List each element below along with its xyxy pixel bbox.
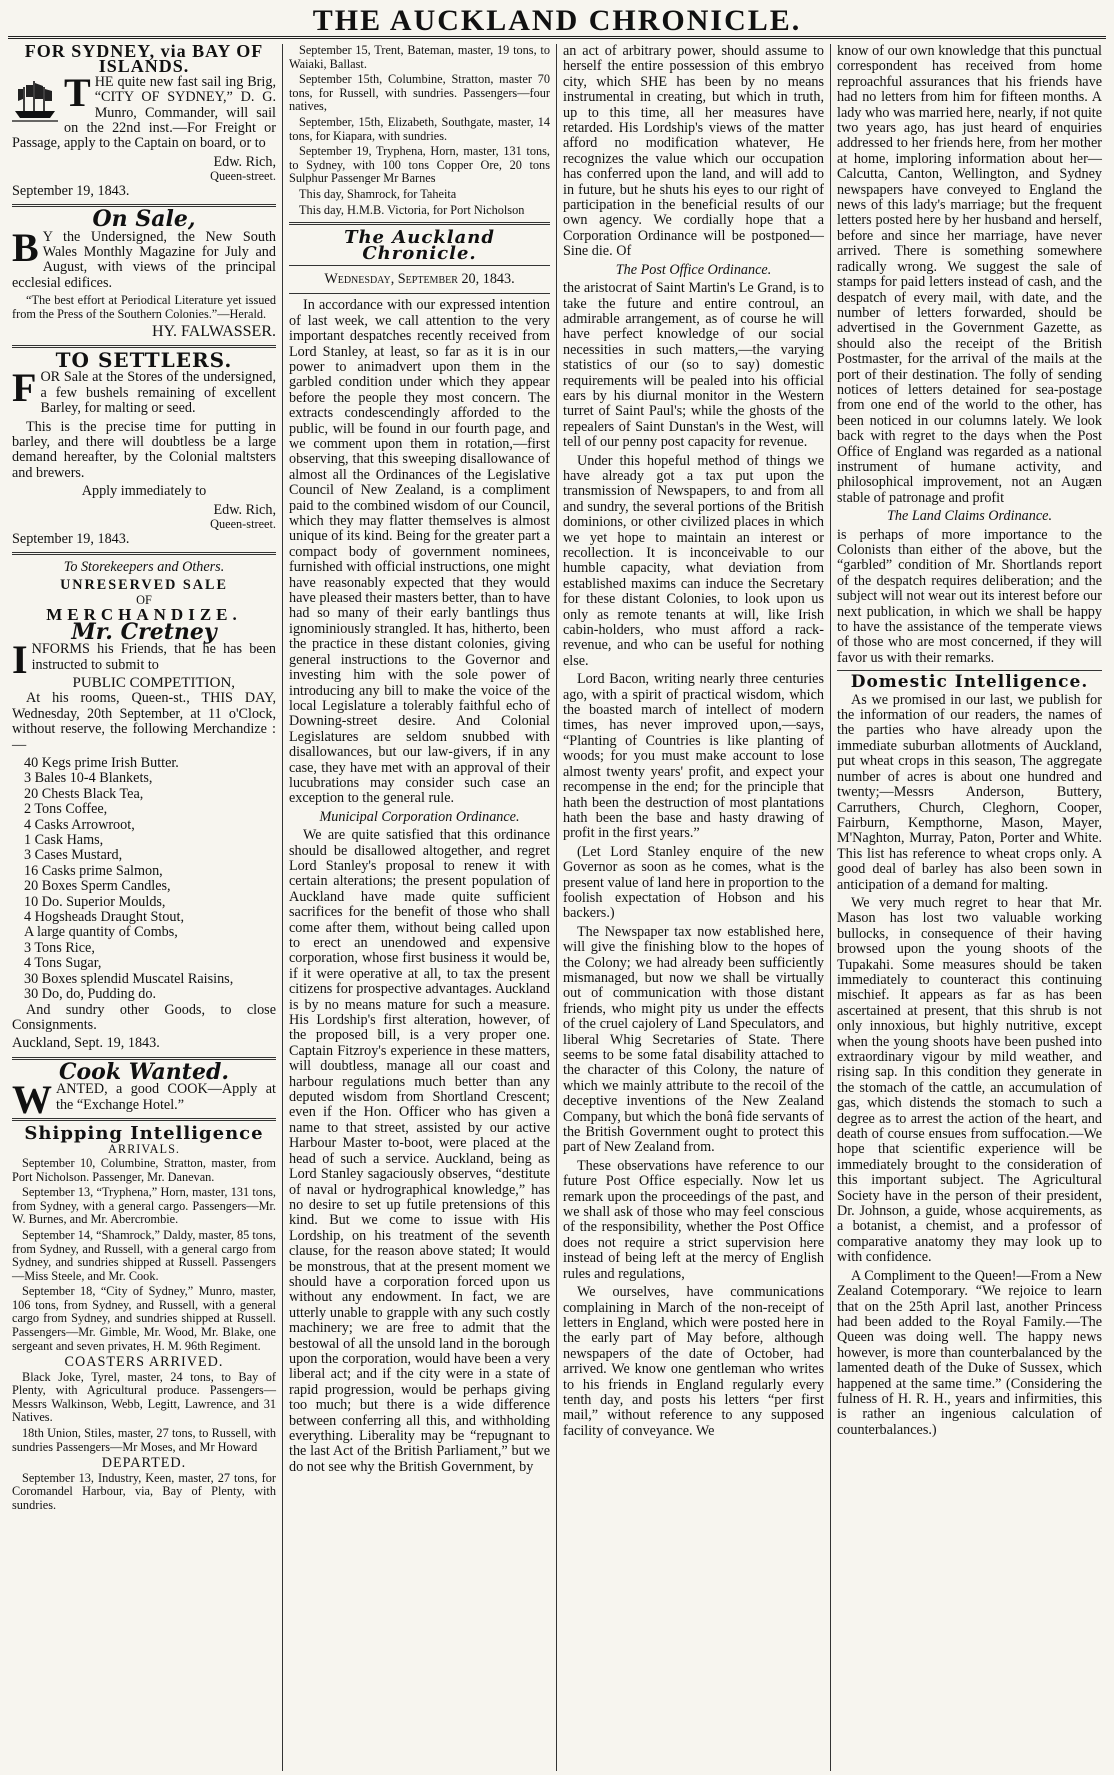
list-item: Black Joke, Tyrel, master, 24 tons, to Bay of Plenty, with Agricultural produce. Passengers—Messrs Walkinson, Webb, Legitt, Lawrence, and 31 Natives. bbox=[12, 1369, 276, 1425]
list-item: 3 Tons Rice, bbox=[24, 939, 95, 956]
list-item: This day, H.M.B. Victoria, for Port Nicholson bbox=[299, 202, 525, 217]
merchandize-list bbox=[12, 756, 276, 1003]
list-item: September 14, “Shamrock,” Daldy, master, 85 tons, from Sydney, and Russell, with a general cargo from Sydney, and sundries shipped at Russell. Passengers—Miss Steele, and Mr. Cook. bbox=[12, 1227, 276, 1283]
settlers-address: Queen-street. bbox=[210, 516, 276, 531]
list-item: September 15th, Columbine, Stratton, master 70 tons, for Russell, with sundries. Passengers—four natives, bbox=[289, 72, 550, 114]
list-item: 4 Hogsheads Draught Stout, bbox=[24, 909, 184, 926]
settlers-ad: FOR Sale at the Stores of the undersigned, a few bushels remaining of excellent Barley, for malting or seed. bbox=[12, 365, 276, 417]
auctioneer-name: Mr. Cretney bbox=[71, 618, 217, 645]
sailing-ship-icon bbox=[12, 77, 58, 123]
separator bbox=[837, 670, 1102, 671]
column-3 bbox=[557, 44, 831, 1771]
drop-cap-i: I bbox=[12, 637, 28, 683]
list-item: 3 Bales 10-4 Blankets, bbox=[24, 770, 153, 787]
list-item: 20 Boxes Sperm Candles, bbox=[24, 878, 171, 895]
drop-cap-b: B bbox=[12, 224, 39, 270]
editorial-paragraph: We are quite satisfied that this ordinance should be disallowed altogether, and regret Lord Stanley's proposal to renew it with certain alterations; the present population of Auckland have made quite sufficient sacrifices for the benefit of those who shall come after them, without being called upon to erect an unendowed and expensive corporation, whose first business it would be, if it were operative at all, to tax the present citizens for prospective advantages. Auckland is by no means mature for such a measure. His Lordship's first alteration, however, of the proposed bill, is a very proper one. Captain Fitzroy's experience in these matters, will doubtless, manage all our coast and harbour regulations much better than any deputed wisdom from Shortland Crescent; even if the Hon. Officer who has given a name to that street, assisted by our active Harbour Master to-boot, were placed at the head of such a service. Auckland, being as Lord Stanley sagaciously observes, “destitute of naval or hydrographical knowledge,” has no desire to set up futile pretensions of this kind. But we come to issue with His Lordship, on his treatment of the seventh clause, for the reason above stated; It would be monstrous, that at the present moment we should have a corporation forced upon us without any endowment. In fact, we are utterly unable to grapple with any such costly machinery; we are free to admit that the bestowal of all the unsold land in the borough upon the corporation, would have been a very liberal act; and if the city were in a state of rapid progression, would be perhaps giving too much; but there is a wide difference between conferring all this, and withholding everything. Liberality may be “repugnant to the last Act of the British Parliament,” but we do not see why the British Government, by bbox=[289, 827, 550, 1475]
settlers-heading: TO SETTLERS. bbox=[55, 347, 233, 372]
sydney-ad-signer: Edw. Rich, bbox=[213, 153, 276, 170]
editorial-title: The Auckland Chronicle. bbox=[344, 227, 495, 264]
on-sale-ad: B Y the Undersigned, the New South Wales Monthly Magazine for July and August, with views of the principal ecclesial edifices. bbox=[12, 224, 276, 291]
list-item: September 18, “City of Sydney,” Munro, master, 106 tons, from Sydney, and Russell, with a general cargo from Sydney, and sundries shipped at Russell. Passengers—Mr. Gimble, Mr. Wood, Mr. Blake, one sergeant and seven privates, H. M. 96th Regiment. bbox=[12, 1284, 276, 1353]
domestic-intelligence-heading: Domestic Intelligence. bbox=[850, 672, 1089, 693]
list-item: 4 Casks Arrowroot, bbox=[24, 816, 135, 833]
auction-date: Auckland, Sept. 19, 1843. bbox=[12, 1035, 160, 1052]
separator bbox=[289, 222, 550, 225]
list-item: 18th Union, Stiles, master, 27 tons, to Russell, with sundries Passengers—Mr Moses, and Mr Howard bbox=[12, 1426, 276, 1454]
editorial-paragraph: the aristocrat of Saint Martin's Le Grand, is to take the future and entire controul, an admirable arrangement, as of course he will have perfect knowledge of our social necessities in such matters,—the varying statistics of our (so to say) domestic requirements will be pealed into his official ears by his diurnal monitor in the Western turret of Saint Paul's; while the ghosts of the repealers of Saint Dunstan's in the West, will tell of our penny post capacity for revenue. bbox=[563, 280, 824, 451]
auction-closing: And sundry other Goods, to close Consignments. bbox=[12, 1001, 276, 1033]
sydney-ad: THE quite new fast sail ing Brig, “CITY OF SYDNEY,” D. G. Munro, Commander, will sail on the 22nd inst.—For Freight or Passage, apply to the Captain on board, or to bbox=[12, 69, 276, 152]
list-item: 1 Cask Hams, bbox=[24, 832, 104, 849]
sydney-ad-heading: FOR SYDNEY, via BAY OF ISLANDS. bbox=[24, 44, 264, 77]
editorial-paragraph: Lord Bacon, writing nearly three centuries ago, with a spirit of practical wisdom, which the boasted march of intellect of modern times, has never improved upon,—says, “Planting of Countries is like planting of woods; for you must make account to lose almost twenty years' profit, and expect your recompense in the end; for the principle that hath been the destruction of most plantations hath been the base and hasty drawing of profit in the first years.” bbox=[563, 671, 824, 842]
auction-intro: INFORMS his Friends, that he has been instructed to submit to bbox=[12, 637, 276, 683]
section-heading: The Post Office Ordinance. bbox=[615, 261, 772, 278]
news-paragraph: We very much regret to hear that Mr. Mason has lost two valuable working bullocks, in consequence of their having browsed upon the young shoots of the Tupakahi. Some measures should be taken immediately to counteract this continuing mischief. It appears as far as has been ascertained at present, that this shrub is not only innoxious, but highly nutritive, except when the young shoots have been pushed into extraordinary vigour by mild weather, and rising sap. In this condition they generate in the stomach of the cattle, an accumulation of gas, which distends the stomach to such a degree as to arrest the action of the heart, and death of course ensues from suffocation.—We hope that scientific experience will be immediately brought to the consideration of this important subject. The Agricultural Society have in the person of their president, Dr. Johnson, a guide, whose acquirements, as a botanist, a chemist, and a professor of comparative anatomy they may look up to with confidence. bbox=[837, 894, 1102, 1266]
columns bbox=[6, 44, 1108, 1771]
on-sale-heading: On Sale, bbox=[92, 206, 196, 233]
editorial-paragraph: (Let Lord Stanley enquire of the new Governor as soon as he comes, what is the present value of land here in proportion to the foolish expectation of Hobson and his backers.) bbox=[563, 843, 824, 922]
cook-wanted-ad: WANTED, a good COOK—Apply at the “Exchange Hotel.” bbox=[12, 1077, 276, 1123]
auction-details: At his rooms, Queen-st., THIS DAY, Wednesday, 20th September, at 11 o'Clock, without reserve, the following Merchandize :— bbox=[12, 690, 276, 753]
list-item: September, 15th, Elizabeth, Southgate, master, 14 tons, for Kiapara, with sundries. bbox=[289, 114, 550, 143]
editorial-paragraph: Under this hopeful method of things we have already got a tax put upon the transmission of Newspapers, to and from all and sundry, the several portions of the British dominions, or other civilized places in which we yet hope to maintain an interest or recollection. It is inconceivable to our humble capacity, what deviation from established maxims can induce the Secretary for these distant Colonies, to look upon us only as remote tenants at will, like Irish cabin-holders, who must afford a rack-revenue, and who can be useful for nothing else. bbox=[563, 452, 824, 669]
list-item: A large quantity of Combs, bbox=[24, 924, 178, 941]
list-item: 16 Casks prime Salmon, bbox=[24, 862, 163, 879]
drop-cap-t: T bbox=[64, 69, 91, 115]
list-item: This day, Shamrock, for Taheita bbox=[299, 186, 457, 201]
separator bbox=[289, 293, 550, 294]
settlers-apply: Apply immediately to bbox=[81, 483, 207, 500]
section-heading: Municipal Corporation Ordinance. bbox=[319, 808, 520, 825]
departed-list-continued bbox=[289, 44, 550, 217]
settlers-date: September 19, 1843. bbox=[12, 530, 130, 547]
settlers-ad-2: This is the precise time for putting in barley, and there will doubtless be a large demand hereafter, by the Colonial maltsters and brewers. bbox=[12, 418, 276, 481]
settlers-signer: Edw. Rich, bbox=[213, 501, 276, 518]
unreserved-sale: UNRESERVED SALE bbox=[60, 577, 228, 594]
sydney-ad-address: Queen-street. bbox=[210, 169, 276, 184]
list-item: 2 Tons Coffee, bbox=[24, 801, 108, 818]
section-heading: The Land Claims Ordinance. bbox=[887, 508, 1052, 525]
cook-wanted-heading: Cook Wanted. bbox=[58, 1058, 229, 1085]
list-item: 40 Kegs prime Irish Butter. bbox=[24, 755, 179, 771]
departed-list bbox=[12, 1472, 276, 1513]
shipping-intelligence-heading: Shipping Intelligence bbox=[24, 1122, 264, 1144]
editorial-paragraph: The Newspaper tax now established here, will give the finishing blow to the hopes of the Colony; we had already been sufficiently mismanaged, but now we shall be virtually out of communication with those distant friends, who might pity us under the effects of the cruel cajolery of Land Speculators, and liberal Whig Secretaries of State. There seems to be some fatal disability attached to the character of this Colony, the nature of which we mainly attribute to the recoil of the deceptive inventions of the New Zealand Company, but which the bonâ fide servants of the British Government ought to protect this part of New Zealand from. bbox=[563, 923, 824, 1156]
public-competition: PUBLIC COMPETITION, bbox=[72, 674, 236, 691]
list-item: September 15, Trent, Bateman, master, 19 tons, to Waiaki, Ballast. bbox=[289, 44, 550, 71]
list-item: 4 Tons Sugar, bbox=[24, 955, 102, 972]
coasters-list bbox=[12, 1371, 276, 1455]
column-1 bbox=[6, 44, 283, 1771]
sydney-ad-date: September 19, 1843. bbox=[12, 182, 130, 199]
departed-heading: DEPARTED. bbox=[101, 1455, 187, 1472]
list-item: September 19, Tryphena, Horn, master, 131 tons, to Sydney, with 100 tons Copper Ore, 20 tons Sulphur Passenger Mr Barnes bbox=[289, 144, 550, 186]
editorial-paragraph: an act of arbitrary power, should assume to herself the entire possession of this embryo city, which SHE has been by no means instrumental in creating, but which in truth, up to this time, all her measures have retarded. His Lordship's views of the matter afford no modification whatever, He recognizes the value which our occupation has conferred upon the land, and will add to in future, but he shuts his eyes to our right of participation in the beneficial results of our own agency. We cordially hope that a Corporation Ordinance will be postponed—Sine die. Of bbox=[563, 44, 824, 260]
on-sale-signer: HY. FALWASSER. bbox=[151, 323, 276, 341]
list-item: 30 Do, do, Pudding do. bbox=[24, 986, 157, 1003]
list-item: September 13, “Tryphena,” Horn, master, 131 tons, from Sydney, with a general cargo. Passengers—Mr. W. Burnes, and Mr. Abercrombie. bbox=[12, 1185, 276, 1227]
editorial-date: Wednesday, September 20, 1843. bbox=[324, 270, 515, 287]
arrivals-heading: ARRIVALS. bbox=[108, 1142, 180, 1157]
column-4 bbox=[831, 44, 1108, 1771]
masthead: THE AUCKLAND CHRONICLE. bbox=[312, 4, 802, 37]
editorial-paragraph: These observations have reference to our future Post Office especially. Now let us remark upon the proceedings of the past, and we shall ask of those who may feel conscious of the responsibility, whether the Post Office does not require a strict supervision here instead of being left at the mercy of English rules and regulations, bbox=[563, 1157, 824, 1282]
news-paragraph: A Compliment to the Queen!—From a New Zealand Cotemporary. “We rejoice to learn that on the 25th April last, another Princess had been added to the Royal Family.—The Queen was doing well. The happy news however, is more than counterbalanced by the lamented death of the Duke of Sussex, which happened at the same time.” (Considering the fulness of H. R. H., years and infirmities, this is rather an ingenious calculation of counterbalances.) bbox=[837, 1267, 1102, 1438]
of-label: OF bbox=[136, 592, 152, 607]
on-sale-quote: “The best effort at Periodical Literature yet issued from the Press of the Southern Colonies.”—Herald. bbox=[12, 293, 276, 321]
separator bbox=[289, 265, 550, 266]
list-item: September 10, Columbine, Stratton, master, from Port Nicholson. Passenger, Mr. Danevan. bbox=[12, 1155, 276, 1184]
editorial-paragraph: is perhaps of more importance to the Colonists than either of the above, but the “garbled” condition of Mr. Shortlands report of the despatch requires deliberation; and the subject will not wear out its interest before our next publication, in which we shall be happy to have the assistance of the temperate views of those who are most concerned, if they will favor us with their remarks. bbox=[837, 526, 1102, 666]
list-item: 20 Chests Black Tea, bbox=[24, 785, 144, 802]
editorial-paragraph: know of our own knowledge that this punctual correspondent has received from home reproachful assurances that his friends have had no letters from him for fifteen months. A lady who was married here, nearly, if not quite two years ago, has just heard of enquiries addressed to her friends here, from her mother at home, imploring information about her—Calcutta, Canton, Wellington, and Sydney newspapers have conveyed to England the news of this lady's marriage; but the frequent letters posted here by her husband and herself, before and since her marriage, have never arrived. There is something somewhere radically wrong. We suggest the sale of stamps for paid letters instead of cash, and the despatch of every mail, with date, and the number of letters forwarded, should be advertised in the Government Gazette, as should also the receipt of the British Postmaster, for the arrival of the mails at the port of their destination. The folly of sending notices of letters detained for sea-postage from one end of the world to the other, has been noticed in our columns lately. We look back with regret to the days when the Post Office of England was regarded as a national instrument of humane activity, and philosophical improvement, not an Augæn stable of patronage and profit bbox=[837, 44, 1102, 506]
list-item: September 13, Industry, Keen, master, 27 tons, for Coromandel Harbour, via, Bay of Plenty, with sundries. bbox=[12, 1470, 276, 1512]
editorial-paragraph: In accordance with our expressed intention of last week, we call attention to the very important despatches recently received from Lord Stanley, at least, so far as it is in our power to animadvert upon them in the garbled condition under which they appear before the people they most concern. The extracts condescendingly afforded to the public, will be found in our fourth page, and we comment upon them in rotation,—first observing, that this sweeping disallowance of almost all the Ordinances of the Legislative Council of New Zealand, is a compliment paid to the combined wisdom of our Council, which they may flatter themselves is almost unique of its kind. Being for the greater part a compact body of government nominees, furnished with official instructions, one might have reasonably expected that they would have pleased their masters better, than to have had so many of their early bantlings thus ignominiously strangled. It has, hitherto, been the practice in these distant colonies, giving general instructions to the Governor and investing him with the sole power of introducing any bill to make the voice of the local Legislature a tolerably faithful echo of Downing-street desire. And Colonial Legislatures are seldom snubbed with disallowances, but our law-givers, if in any case, they have met with an approval of their lucubrations may consider such case an exception to the general rule. bbox=[289, 297, 551, 807]
news-paragraph: As we promised in our last, we publish for the information of our readers, the names of the parties who have already upon the immediate suburban allotments of Auckland, put wheat crops in this season, The aggregate number of acres is about one hundred and twenty;—Messrs Anderson, Buttery, Carruthers, Church, Cleghorn, Cooper, Fairburn, Kempthorne, Mason, Mayer, M'Naghton, Murray, Paton, Porter and White. This list has reference to wheat crops only. A good deal of barley has also been sown in anticipation of a demand for malting. bbox=[837, 691, 1102, 893]
drop-cap-f: F bbox=[12, 365, 37, 411]
list-item: 3 Cases Mustard, bbox=[24, 847, 123, 864]
drop-cap-w: W bbox=[12, 1077, 52, 1123]
storekeepers-heading: To Storekeepers and Others. bbox=[63, 558, 225, 575]
separator bbox=[12, 552, 276, 555]
arrivals-list bbox=[12, 1157, 276, 1353]
editorial-paragraph: We ourselves, have communications complaining in March of the non-receipt of letters in England, which were posted here in the early part of May before, although newspapers of the date of October, had arrived. We know one gentleman who writes to his friends in England regularly every tenth day, and posts his letters “per first mail,” without reference to any supposed facility of conveyance. We bbox=[563, 1284, 824, 1439]
list-item: 30 Boxes splendid Muscatel Raisins, bbox=[24, 970, 234, 987]
merchandize-heading: MERCHANDIZE. bbox=[46, 605, 242, 625]
column-2 bbox=[283, 44, 557, 1771]
list-item: 10 Do. Superior Moulds, bbox=[24, 893, 166, 910]
coasters-heading: COASTERS ARRIVED. bbox=[64, 1354, 224, 1371]
